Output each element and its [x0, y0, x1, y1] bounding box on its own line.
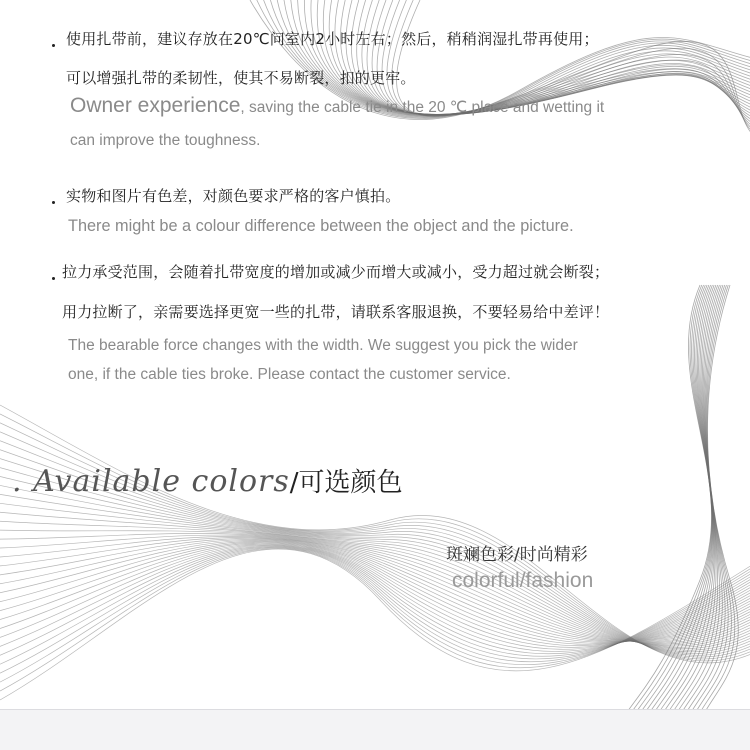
- note-3-zh-line-1: 拉力承受范围，会随着扎带宽度的增加或减少而增大或减小，受力超过就会断裂；: [62, 263, 610, 281]
- note-1-zh-line-1: 使用扎带前，建议存放在20℃问室内2小时左右；然后，稍稍润湿扎带再使用；: [66, 30, 599, 48]
- available-colors-heading: [12, 462, 403, 499]
- colorful-zh-text: 斑斓色彩/时尚精彩: [446, 545, 588, 565]
- note-1-en-line-2: can improve the toughness.: [70, 132, 261, 149]
- note-2-en-line-1: There might be a colour difference between the object and the picture.: [68, 217, 574, 235]
- bottom-divider-band: [0, 709, 750, 750]
- note-1-en-rest: , saving the cable tie in the 20 ℃ place and wetting it: [240, 99, 605, 116]
- bottom-wave-ribbon: [0, 405, 750, 700]
- colorful-en-text: colorful/fashion: [452, 569, 594, 592]
- bullet-dot-1: [52, 44, 55, 47]
- note-3-zh-line-2: 用力拉断了，亲需要选择更宽一些的扎带，请联系客服退换，不要轻易给中差评！: [62, 303, 610, 321]
- note-3-en-line-2: one, if the cable ties broke. Please contact the customer service.: [68, 366, 511, 383]
- note-1-zh-line-2: 可以增强扎带的柔韧性，使其不易断裂，扣的更牢。: [66, 69, 416, 87]
- note-3-en-line-1: The bearable force changes with the width. We suggest you pick the wider: [68, 337, 578, 354]
- bottom-divider-line: [0, 709, 750, 710]
- bullet-dot-2: [52, 201, 55, 204]
- available-colors-zh: /可选颜色: [289, 468, 403, 498]
- note-1-en-line-1: [70, 94, 604, 118]
- bullet-dot-3: [52, 277, 55, 280]
- note-2-zh-line-1: 实物和图片有色差，对颜色要求严格的客户慎拍。: [66, 187, 401, 205]
- available-colors-en: . Available colors: [12, 464, 290, 499]
- right-twisted-ribbon: [600, 285, 738, 750]
- owner-experience-heading: Owner experience: [70, 94, 241, 117]
